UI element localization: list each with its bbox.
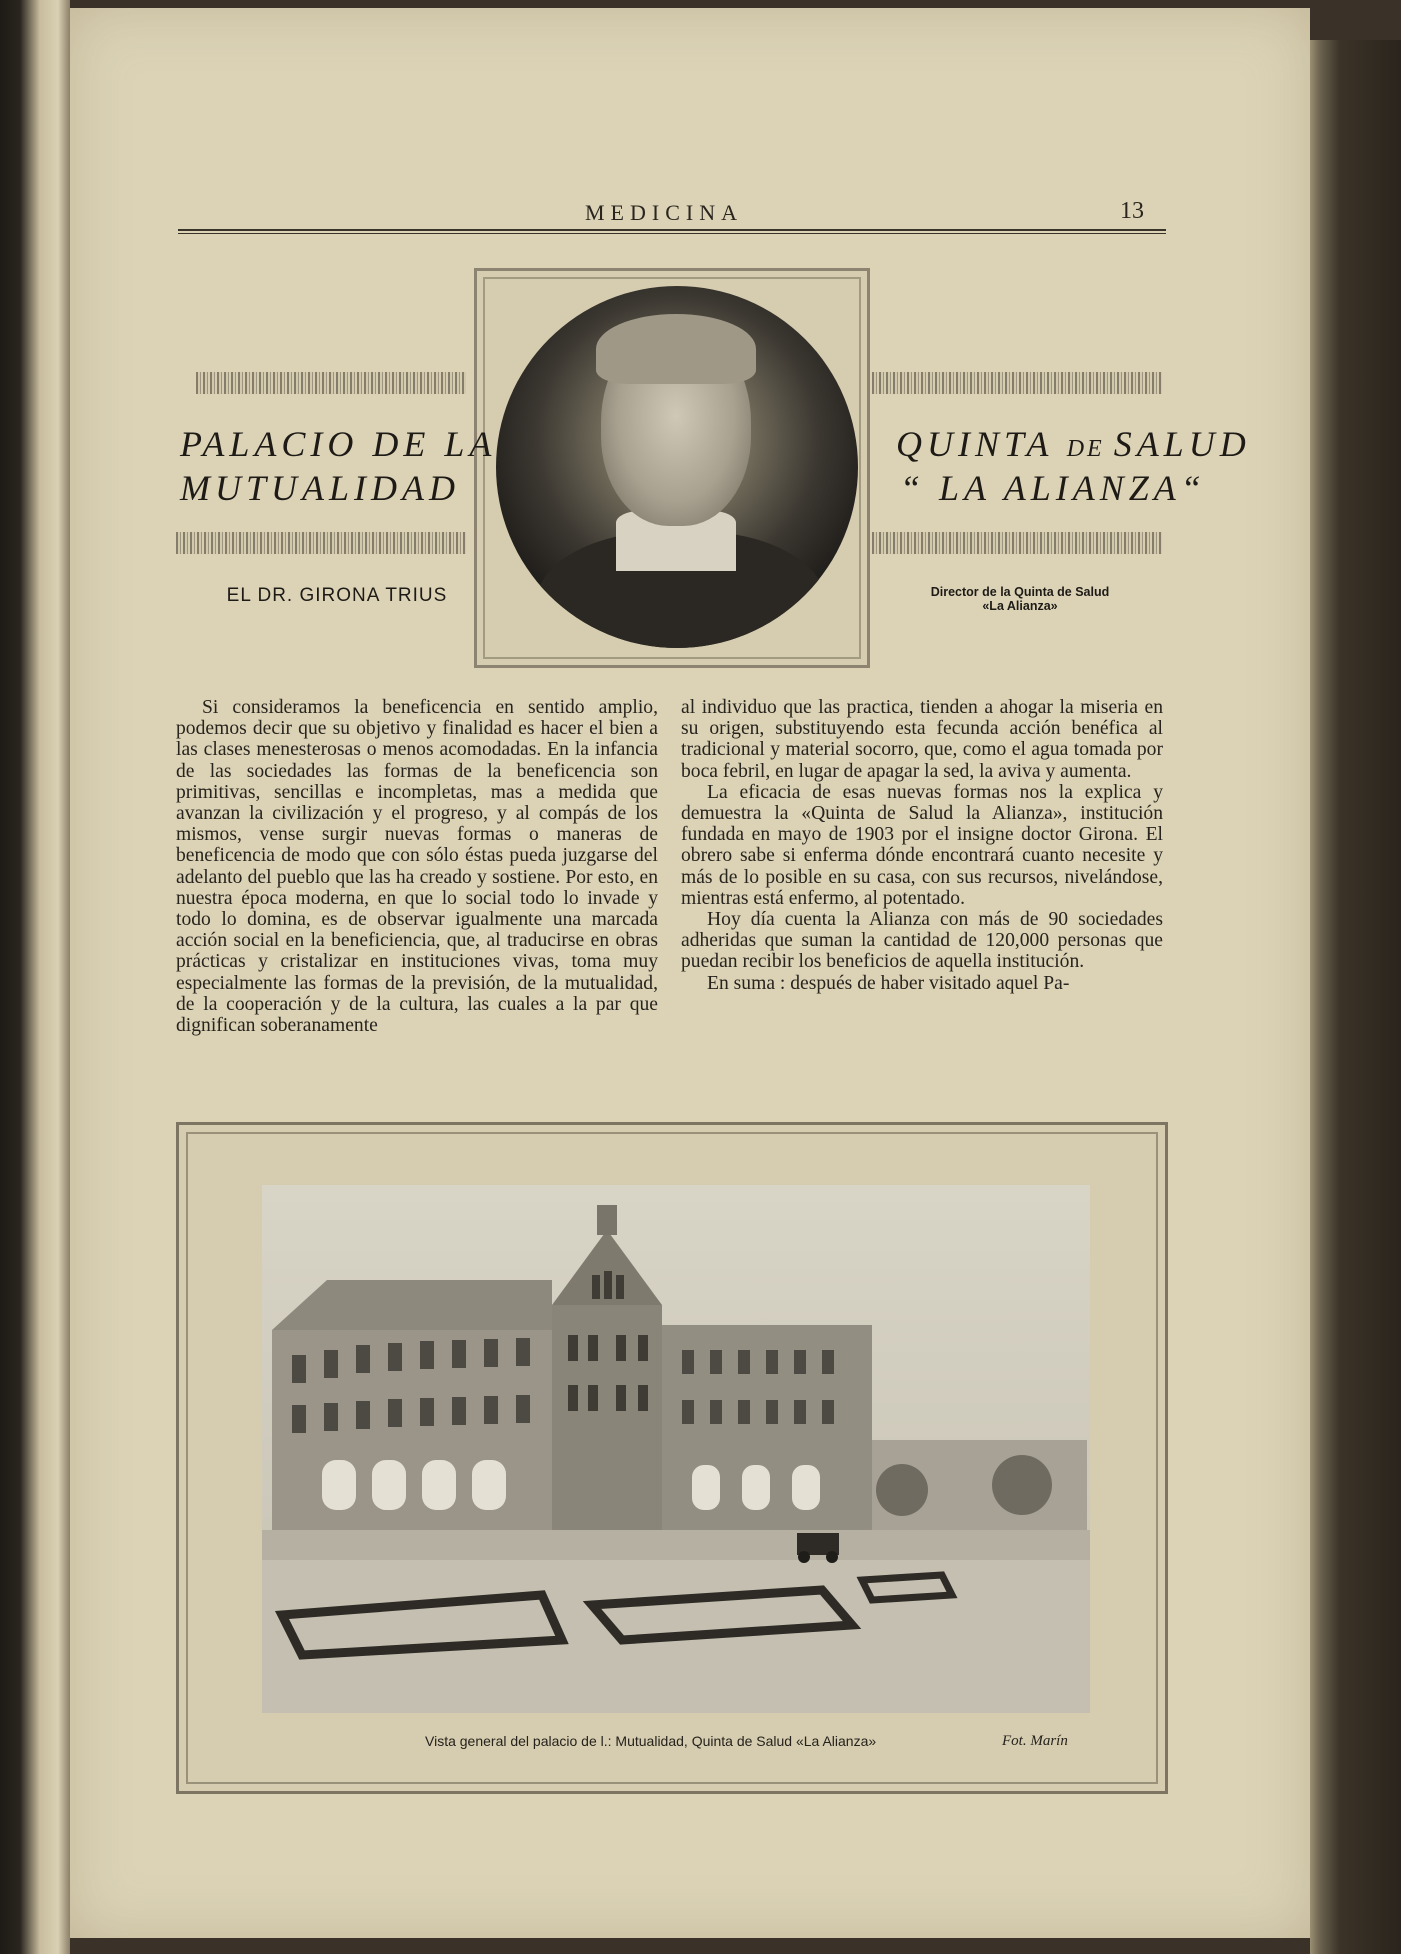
article-paragraph: La eficacia de esas nuevas formas nos la explica y demuestra la «Quinta de Salud la Alianza», institución fundada en mayo de 1903 por el insigne doctor Girona. El obrero sabe si enferma dónde encontrará cuanto necesite y más de lo posible en su casa, con sus recursos, nivelándose, mientras está enfermo, al potentado. [681,781,1163,909]
photo-credit: Fot. Marín [1002,1733,1068,1749]
header-rule-thin [178,233,1166,234]
hatch-band-right-bottom [872,532,1162,554]
binding-edge [0,0,70,1954]
hatch-band-right-top [872,372,1162,394]
header-rule [178,229,1166,231]
running-title: MEDICINA [585,200,743,225]
left-title-line1: PALACIO DE LA [180,424,497,464]
building-illustration [262,1185,1090,1713]
building-photo [262,1185,1090,1713]
page-number: 13 [1120,198,1144,224]
portrait-hair [596,314,756,384]
right-title-salud: SALUD [1113,424,1251,464]
article-paragraph: Hoy día cuenta la Alianza con más de 90 sociedades adheridas que suman la cantidad de 120,000 personas que puedan recibir los beneficios de aquella institución. [681,909,1163,973]
portrait-photo [496,286,858,648]
photo-caption: Vista general del palacio de l.: Mutualidad, Quinta de Salud «La Alianza» [425,1733,877,1749]
portrait-caption-line2: «La Alianza» [982,599,1058,613]
right-title-line2: “ LA ALIANZA“ [900,468,1206,508]
portrait-caption [870,585,1170,613]
right-title-quinta: QUINTA [896,424,1067,464]
article-paragraph: En suma : después de haber visitado aquel Pa- [707,972,1070,994]
portrait-label: EL DR. GIRONA TRIUS [226,585,448,606]
right-title-de: DE [1066,436,1114,462]
left-title-line2: MUTUALIDAD [180,468,460,508]
hatch-band-left-bottom [176,532,466,554]
portrait-caption-line1: Director de la Quinta de Salud [930,585,1110,599]
page-edge-right [1310,40,1401,1954]
hatch-band-left-top [196,372,466,394]
article-column-1 [176,697,658,1036]
right-title-line1 [896,423,1251,465]
article-paragraph: al individuo que las practica, tienden a ahogar la miseria en su origen, substituyendo esta fecunda acción benéfica al tradicional y material socorro, que, como el agua tomada por boca febril, en lugar de apagar la sed, la aviva y aumenta. [681,697,1163,782]
article-paragraph: Si consideramos la beneficencia en sentido amplio, podemos decir que su objetivo y finalidad es hacer el bien a las clases menesterosas o menos acomodadas. En la infancia de las sociedades las formas de la beneficencia son primitivas, sencillas e incompletas, mas a medida que avanzan la civilización y el progreso, y al compás de los mismos, vense surgir nuevas formas o maneras de beneficencia de modo que con sólo éstas pueda juzgarse del adelanto del pueblo que las ha creado y sostiene. Por esto, en nuestra época moderna, en que lo social todo lo invade y todo lo domina, es de observar igualmente una marcada acción social en la beneficiencia, que, al traducirse en obras prácticas y cristalizar en instituciones vivas, toma muy especialmente las formas de la previsión, de la mutualidad, de la cooperación y de la cultura, las cuales a la par que dignifican soberanamente [176,697,658,1037]
article-column-2 [681,697,1163,994]
